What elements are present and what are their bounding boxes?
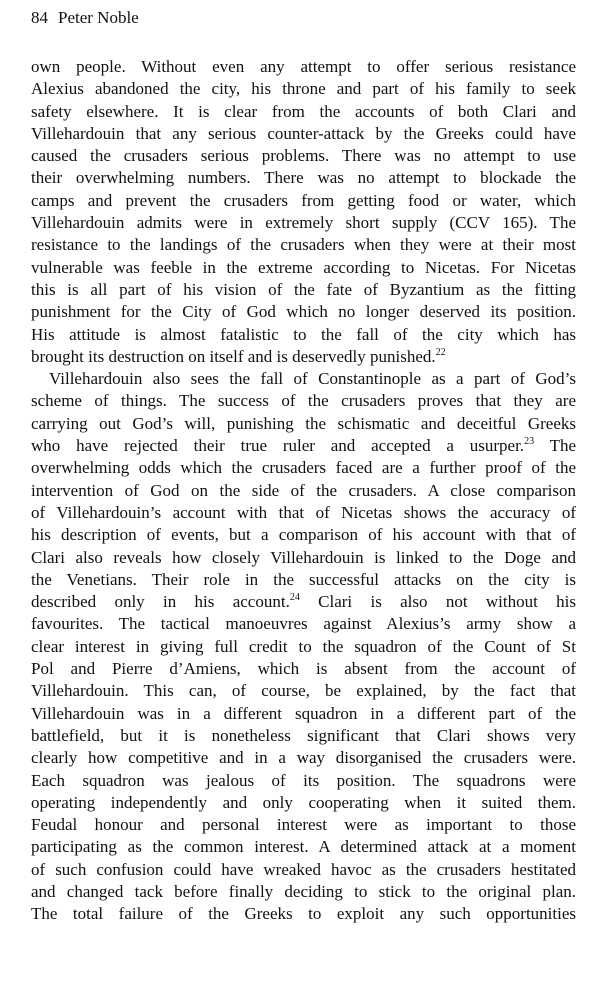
text-line: clearly how competitive and in a way disorganised the crusaders were. xyxy=(31,748,576,768)
text-line: punishment for the City of God which no longer deserved its position. xyxy=(31,302,576,322)
text-line: Pol and Pierre d’Amiens, which is absent from the account of xyxy=(31,659,576,679)
text-line-content: brought its destruction on itself and is deservedly punished. xyxy=(31,346,436,366)
text-line: clear interest in giving full credit to the squadron of the Count of St xyxy=(31,636,576,656)
text-line: vulnerable was feeble in the extreme according to Nicetas. For Nicetas xyxy=(31,257,576,277)
text-line: scheme of things. The success of the crusaders proves that they are xyxy=(31,391,576,411)
text-line: their overwhelming numbers. There was no attempt to blockade the xyxy=(31,168,576,188)
text-line: participating as the common interest. A determined attack at a moment xyxy=(31,837,576,857)
text-line: caused the crusaders serious problems. There was no attempt to use xyxy=(31,146,576,166)
text-line: The total failure of the Greeks to exploit any such opportunities xyxy=(31,904,576,924)
text-line: operating independently and only cooperating when it suited them. xyxy=(31,792,576,812)
text-line-tail: Clari is also not without his xyxy=(299,592,576,612)
text-line: Villehardouin admits were in extremely short supply (CCV 165). The xyxy=(31,213,576,233)
text-line: Clari also reveals how closely Villehardouin is linked to the Doge and xyxy=(31,547,576,567)
text-line: Villehardouin was in a different squadron in a different part of the xyxy=(31,703,576,723)
body-text xyxy=(31,56,576,926)
text-line: Villehardouin that any serious counter-attack by the Greeks could have xyxy=(31,123,576,143)
text-line xyxy=(31,346,576,368)
text-line: carrying out God’s will, punishing the schismatic and deceitful Greeks xyxy=(31,413,576,433)
text-line: safety elsewhere. It is clear from the accounts of both Clari and xyxy=(31,101,576,121)
text-line xyxy=(31,435,576,457)
text-line: Each squadron was jealous of its position. The squadrons were xyxy=(31,770,576,790)
running-head-author: Peter Noble xyxy=(58,8,139,27)
text-line: Villehardouin. This can, of course, be explained, by the fact that xyxy=(31,681,576,701)
text-line-content: who have rejected their true ruler and accepted a usurper. xyxy=(31,436,525,456)
text-line: camps and prevent the crusaders from getting food or water, which xyxy=(31,190,576,210)
text-line: of Villehardouin’s account with that of Nicetas shows the accuracy of xyxy=(31,502,576,522)
footnote-ref-23[interactable]: 23 xyxy=(524,436,535,448)
text-line: His attitude is almost fatalistic to the fall of the city which has xyxy=(31,324,576,344)
text-line-tail: The xyxy=(534,436,576,456)
text-line: own people. Without even any attempt to offer serious resistance xyxy=(31,57,576,76)
text-line: Alexius abandoned the city, his throne and part of his family to seek xyxy=(31,79,576,99)
running-head xyxy=(31,8,139,28)
text-line: this is all part of his vision of the fate of Byzantium as the fitting xyxy=(31,279,576,299)
text-line: the Venetians. Their role in the successful attacks on the city is xyxy=(31,569,576,589)
text-line: overwhelming odds which the crusaders faced are a further proof of the xyxy=(31,458,576,478)
text-line: favourites. The tactical manoeuvres against Alexius’s army show a xyxy=(31,614,576,634)
text-line: of such confusion could have wreaked havoc as the crusaders hestitated xyxy=(31,859,576,879)
text-line: and changed tack before finally deciding to stick to the original plan. xyxy=(31,881,576,901)
text-line xyxy=(31,591,576,613)
footnote-ref-24[interactable]: 24 xyxy=(289,592,300,604)
text-line-content: described only in his account. xyxy=(31,592,290,612)
text-line: Villehardouin also sees the fall of Constantinople as a part of God’s xyxy=(49,369,576,389)
text-line: battlefield, but it is nonetheless significant that Clari shows very xyxy=(31,725,576,745)
page-number: 84 xyxy=(31,8,48,27)
text-line: his description of events, but a comparison of his account with that of xyxy=(31,525,576,545)
footnote-ref-22[interactable]: 22 xyxy=(435,346,446,358)
text-line: Feudal honour and personal interest were as important to those xyxy=(31,815,576,835)
text-line: resistance to the landings of the crusaders when they were at their most xyxy=(31,235,576,255)
text-line: intervention of God on the side of the crusaders. A close comparison xyxy=(31,480,576,500)
